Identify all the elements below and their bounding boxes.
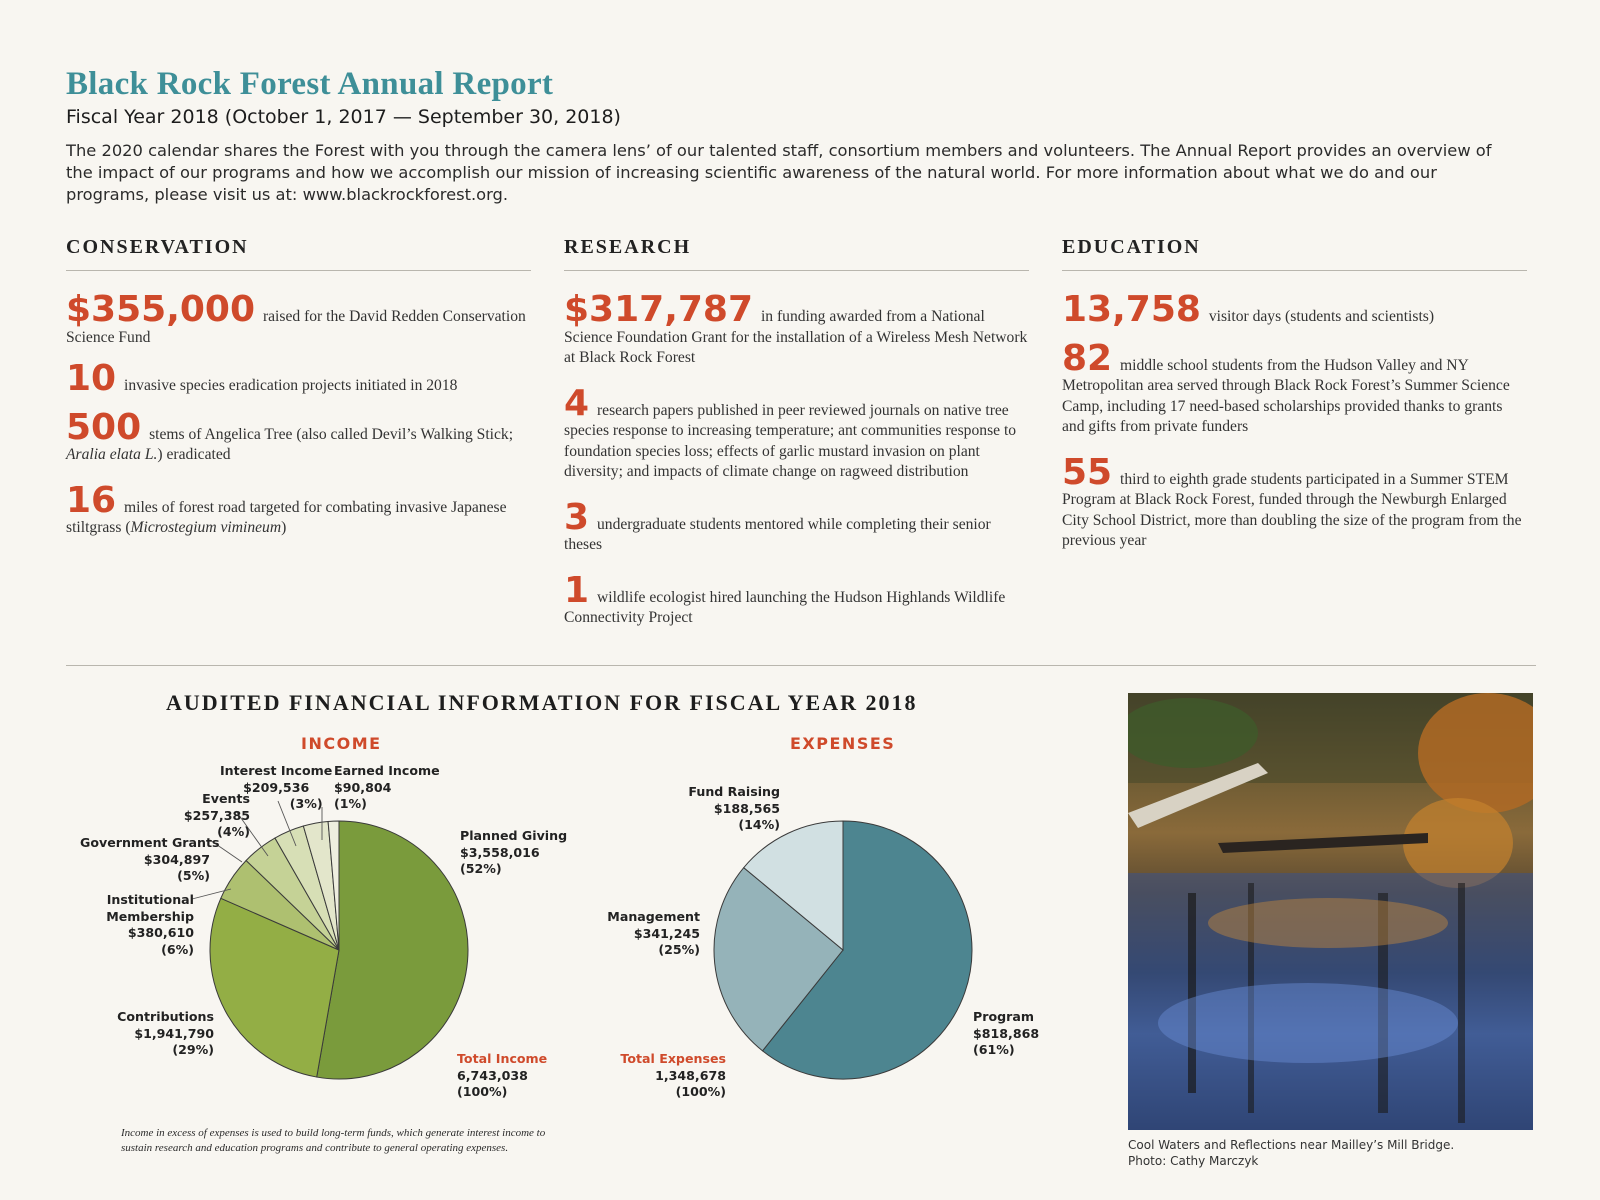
income-total-label: Total Income 6,743,038 (100%)	[457, 1051, 548, 1099]
fiscal-year-subtitle: Fiscal Year 2018 (October 1, 2017 — September 30, 2018)	[66, 106, 621, 128]
income-label-institutional: Institutional Membership $380,610 (6%)	[106, 892, 194, 957]
expenses-pie	[714, 821, 972, 1079]
income-label-contributions: Contributions $1,941,790 (29%)	[117, 1009, 214, 1057]
financial-footnote: Income in excess of expenses is used to build long-term funds, which generate interest income to sustain research and education programs and contribute to general operating expenses.	[121, 1127, 546, 1154]
report-title: Black Rock Forest Annual Report	[66, 66, 554, 102]
expenses-total-label: Total Expenses 1,348,678 (100%)	[620, 1051, 726, 1099]
stat-item: 3 undergraduate students mentored while completing their senior theses	[564, 496, 991, 553]
stat-item: $317,787 in funding awarded from a National Science Foundation Grant for the installation of a Wireless Mesh Network at Black Rock Forest	[564, 289, 1028, 366]
stat-item: 16 miles of forest road targeted for combating invasive Japanese stiltgrass (Microstegium vimineum)	[66, 479, 507, 536]
stat-item: 10 invasive species eradication projects initiated in 2018	[66, 358, 458, 399]
stat-item: 13,758 visitor days (students and scientists)	[1062, 289, 1435, 330]
forest-stream-photo	[1128, 693, 1533, 1130]
education-heading: EDUCATION	[1062, 236, 1527, 271]
stat-item: 500 stems of Angelica Tree (also called Devil’s Walking Stick; Aralia elata L.) eradicated	[66, 406, 514, 463]
conservation-heading: CONSERVATION	[66, 236, 531, 271]
expenses-label-fund-raising: Fund Raising $188,565 (14%)	[688, 784, 780, 832]
income-label-government: Government Grants $304,897 (5%)	[80, 835, 220, 883]
income-label-planned-giving: Planned Giving $3,558,016 (52%)	[460, 828, 568, 876]
stat-item: $355,000 raised for the David Redden Conservation Science Fund	[66, 289, 526, 346]
income-heading: INCOME	[301, 734, 382, 753]
stat-item: 55 third to eighth grade students participated in a Summer STEM Program at Black Rock Forest, funded through the Newburgh Enlarged City School District, more than doubling the size of the program from the previous year	[1062, 451, 1522, 549]
income-label-interest: Interest Income $209,536 (3%)	[220, 763, 333, 811]
expenses-heading: EXPENSES	[790, 734, 896, 753]
research-heading: RESEARCH	[564, 236, 1029, 271]
photo-caption: Cool Waters and Reflections near Mailley’s Mill Bridge. Photo: Cathy Marczyk	[1128, 1138, 1455, 1168]
income-label-events: Events $257,385 (4%)	[183, 791, 250, 839]
stat-item: 1 wildlife ecologist hired launching the Hudson Highlands Wildlife Connectivity Project	[564, 569, 1006, 626]
intro-paragraph: The 2020 calendar shares the Forest with you through the camera lens’ of our talented staff, consortium members and volunteers. The Annual Report provides an overview of the impact of our programs and how we accomplish our mission of increasing scientific awareness of the natural world. For more information about what we do and our programs, please visit us at: www.blackrockforest.org.	[66, 141, 1492, 204]
stat-item: 82 middle school students from the Hudson Valley and NY Metropolitan area served through Black Rock Forest’s Summer Science Camp, including 17 need-based scholarships provided thanks to grants and gifts from private funders	[1062, 337, 1510, 435]
income-label-earned: Earned Income $90,804 (1%)	[334, 763, 440, 811]
stream-illustration	[1128, 693, 1533, 1130]
expenses-label-management: Management $341,245 (25%)	[607, 909, 700, 957]
expenses-label-program: Program $818,868 (61%)	[973, 1009, 1040, 1057]
stat-item: 4 research papers published in peer reviewed journals on native tree species response to increasing temperature; ant communities response to foundation species loss; effects of garlic mustard invasion on plant diversity; and impacts of climate change on ragweed distribution	[564, 382, 1017, 480]
financial-title: AUDITED FINANCIAL INFORMATION FOR FISCAL YEAR 2018	[166, 690, 918, 715]
income-pie	[210, 821, 468, 1079]
